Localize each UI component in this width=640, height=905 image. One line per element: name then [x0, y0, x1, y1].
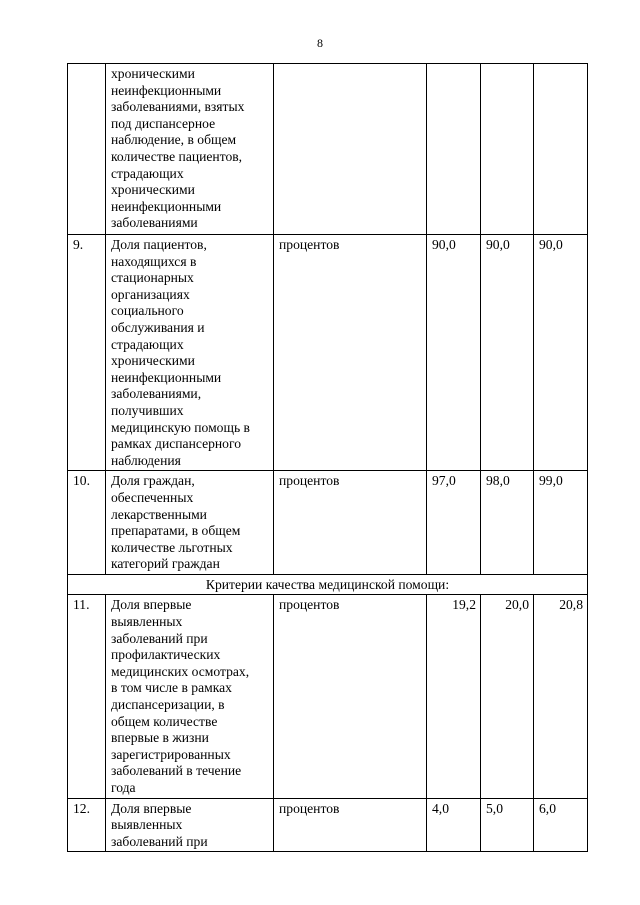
value-year-3: 99,0 — [534, 471, 588, 575]
row-number: 12. — [68, 798, 106, 852]
indicator-name: Доля впервые выявленных заболеваний при профилактических медицинских осмотрах, в том числе в рамках диспансеризации, в общем количестве впервые в жизни зарегистрированных заболеваний в течение года — [106, 595, 274, 798]
value-year-1: 4,0 — [427, 798, 481, 852]
page-number: 8 — [317, 36, 323, 50]
row-number: 10. — [68, 471, 106, 575]
value-year-2: 98,0 — [481, 471, 534, 575]
section-row — [68, 574, 588, 595]
value-year-3: 90,0 — [534, 235, 588, 471]
table-row — [68, 471, 588, 575]
value-year-3: 20,8 — [534, 595, 588, 798]
unit-cell: процентов — [274, 595, 427, 798]
value-year-2: 5,0 — [481, 798, 534, 852]
indicator-name: Доля впервые выявленных заболеваний при — [106, 798, 274, 852]
table-row — [68, 595, 588, 798]
row-number: 11. — [68, 595, 106, 798]
indicator-name: хроническими неинфекционными заболеваниями, взятых под диспансерное наблюдение, в общем количестве пациентов, страдающих хроническими неинфекционными заболеваниями — [106, 64, 274, 235]
value-year-1: 19,2 — [427, 595, 481, 798]
value-year-3 — [534, 64, 588, 235]
value-year-2 — [481, 64, 534, 235]
indicator-name: Доля пациентов, находящихся в стационарных организациях социального обслуживания и страдающих хроническими неинфекционными заболеваниями, получивших медицинскую помощь в рамках диспансерного наблюдения — [106, 235, 274, 471]
table-row — [68, 235, 588, 471]
unit-cell: процентов — [274, 798, 427, 852]
value-year-2: 90,0 — [481, 235, 534, 471]
indicators-table — [67, 63, 588, 852]
indicator-name: Доля граждан, обеспеченных лекарственными препаратами, в общем количестве льготных категорий граждан — [106, 471, 274, 575]
unit-cell — [274, 64, 427, 235]
value-year-3: 6,0 — [534, 798, 588, 852]
unit-cell: процентов — [274, 471, 427, 575]
section-title: Критерии качества медицинской помощи: — [68, 574, 588, 595]
value-year-1: 97,0 — [427, 471, 481, 575]
row-number: 9. — [68, 235, 106, 471]
table-row — [68, 798, 588, 852]
row-number — [68, 64, 106, 235]
unit-cell: процентов — [274, 235, 427, 471]
value-year-1: 90,0 — [427, 235, 481, 471]
value-year-1 — [427, 64, 481, 235]
table-row — [68, 64, 588, 235]
value-year-2: 20,0 — [481, 595, 534, 798]
